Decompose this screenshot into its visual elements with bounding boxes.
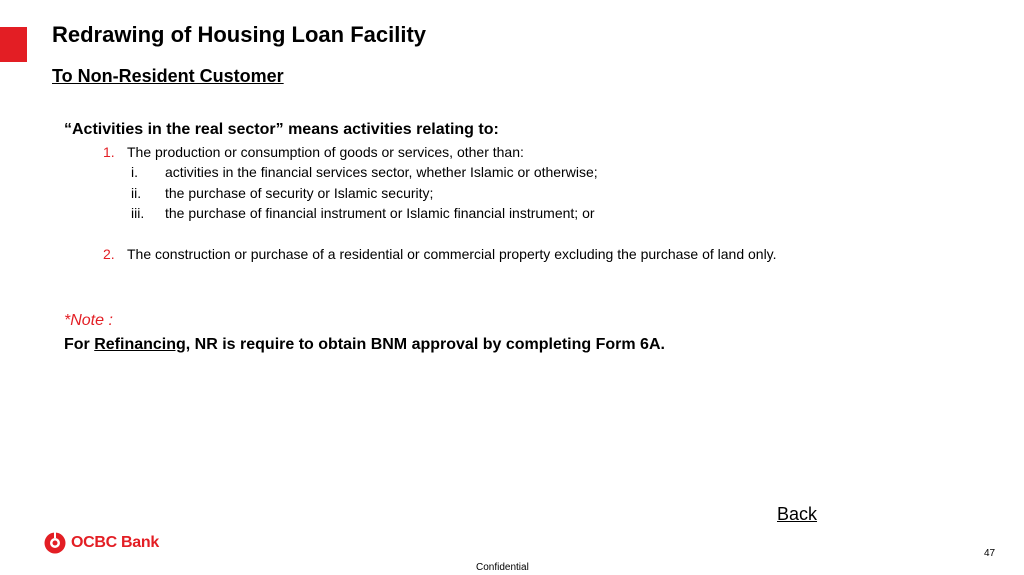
subitem-number: i. <box>131 164 138 180</box>
refinancing-term: Refinancing <box>94 336 186 353</box>
sub-list-item: the purchase of financial instrument or Islamic financial instrument; or <box>165 205 595 221</box>
logo-text: OCBC Bank <box>71 534 159 551</box>
subitem-number: iii. <box>131 205 145 221</box>
list-item: The production or consumption of goods or services, other than: <box>127 144 524 160</box>
note-label: *Note : <box>64 312 113 329</box>
item-number: 2. <box>103 246 115 262</box>
slide-title: Redrawing of Housing Loan Facility <box>52 22 427 47</box>
note-prefix: For <box>64 336 95 353</box>
definition-heading: “Activities in the real sector” means activities relating to: <box>64 121 499 138</box>
back-link[interactable]: Back <box>777 504 818 524</box>
subitem-number: ii. <box>131 185 142 201</box>
item-number: 1. <box>103 144 115 160</box>
slide-subtitle: To Non-Resident Customer <box>52 66 284 86</box>
confidential-footer: Confidential <box>476 562 529 573</box>
note-text <box>64 336 665 354</box>
list-item: The construction or purchase of a residential or commercial property excluding the purchase of land only. <box>127 246 777 262</box>
page-number: 47 <box>984 548 996 559</box>
ocbc-logo <box>44 531 159 555</box>
note-suffix: , NR is require to obtain BNM approval by completing Form 6A. <box>185 336 665 353</box>
accent-bar <box>0 27 27 62</box>
ocbc-logo-icon <box>44 532 66 554</box>
sub-list-item: the purchase of security or Islamic security; <box>165 185 434 201</box>
sub-list-item: activities in the financial services sector, whether Islamic or otherwise; <box>165 164 598 180</box>
